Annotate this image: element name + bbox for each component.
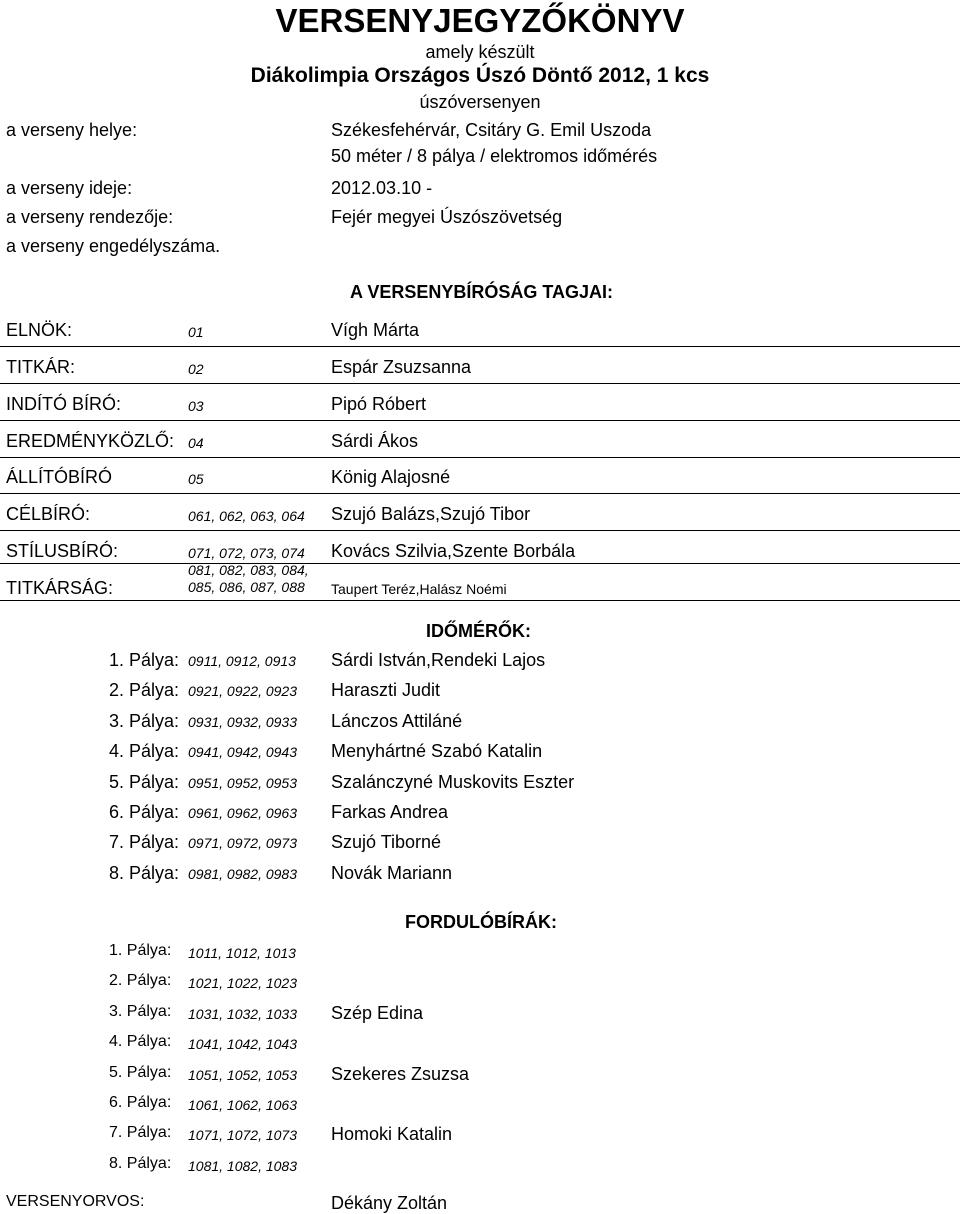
- lane-code: 1061, 1062, 1063: [188, 1097, 297, 1113]
- document-title: VERSENYJEGYZŐKÖNYV: [275, 2, 685, 39]
- lane-code: 1021, 1022, 1023: [188, 975, 297, 992]
- turn-judges-title: FORDULÓBÍRÁK:: [405, 912, 557, 932]
- jury-role: CÉLBÍRÓ:: [6, 504, 91, 524]
- date-label: a verseny ideje:: [6, 178, 133, 198]
- subtitle-made: amely készült: [425, 42, 535, 62]
- lane-label: 5. Pálya:: [109, 771, 180, 792]
- lane-code: 1081, 1082, 1083: [188, 1157, 297, 1174]
- jury-code: 071, 072, 073, 074: [188, 545, 305, 561]
- jury-title: A VERSENYBÍRÓSÁG TAGJAI:: [350, 282, 614, 302]
- lane-code: 1011, 1012, 1013: [188, 945, 296, 961]
- divider: [0, 383, 960, 384]
- pool-value: 50 méter / 8 pálya / elektromos időmérés: [331, 146, 658, 166]
- jury-role: INDÍTÓ BÍRÓ:: [6, 394, 122, 414]
- lane-code: 0931, 0932, 0933: [188, 713, 297, 730]
- lane-name: Szép Edina: [331, 1002, 424, 1023]
- lane-label: 8. Pálya:: [109, 1154, 172, 1172]
- lane-label: 2. Pálya:: [109, 680, 180, 701]
- jury-role: ÁLLÍTÓBÍRÓ: [6, 467, 113, 487]
- jury-name: Pipó Róbert: [331, 394, 427, 414]
- jury-role: EREDMÉNYKÖZLŐ:: [6, 431, 175, 451]
- jury-role: TITKÁR:: [6, 357, 76, 377]
- jury-name: Vígh Márta: [331, 320, 420, 340]
- lane-code: 0961, 0962, 0963: [188, 805, 297, 821]
- lane-code: 1041, 1042, 1043: [188, 1036, 297, 1053]
- jury-code: 081, 082, 083, 084,: [188, 562, 309, 578]
- doctor-label: VERSENYORVOS:: [6, 1193, 145, 1210]
- divider: [0, 457, 960, 458]
- jury-code: 03: [188, 398, 204, 414]
- organizer-label: a verseny rendezője:: [6, 207, 174, 227]
- jury-role: TITKÁRSÁG:: [6, 578, 114, 598]
- jury-name: König Alajosné: [331, 467, 451, 487]
- lane-label: 7. Pálya:: [109, 1124, 172, 1142]
- date-value: 2012.03.10 -: [331, 178, 433, 198]
- lane-label: 3. Pálya:: [109, 1002, 172, 1020]
- lane-name: Szekeres Zsuzsa: [331, 1063, 470, 1084]
- jury-name: Kovács Szilvia,Szente Borbála: [331, 541, 576, 561]
- place-label: a verseny helye:: [6, 120, 138, 140]
- divider: [0, 563, 960, 564]
- lane-label: 6. Pálya:: [109, 802, 180, 822]
- divider: [0, 346, 960, 347]
- lane-name: Sárdi István,Rendeki Lajos: [331, 650, 546, 670]
- lane-code: 1071, 1072, 1073: [188, 1127, 297, 1144]
- divider: [0, 493, 960, 494]
- jury-code: 061, 062, 063, 064: [188, 508, 305, 524]
- jury-role: STÍLUSBÍRÓ:: [6, 541, 119, 561]
- lane-code: 1051, 1052, 1053: [188, 1066, 297, 1083]
- jury-code: 085, 086, 087, 088: [188, 579, 305, 595]
- lane-name: Szalánczyné Muskovits Eszter: [331, 771, 575, 792]
- lane-name: Lánczos Attiláné: [331, 710, 463, 731]
- lane-name: Farkas Andrea: [331, 802, 449, 822]
- lane-code: 0981, 0982, 0983: [188, 865, 297, 882]
- lane-label: 1. Pálya:: [109, 650, 180, 670]
- lane-label: 6. Pálya:: [109, 1094, 172, 1111]
- jury-code: 01: [188, 324, 204, 340]
- lane-code: 0921, 0922, 0923: [188, 683, 297, 700]
- lane-code: 1031, 1032, 1033: [188, 1005, 297, 1022]
- lane-name: Menyhártné Szabó Katalin: [331, 741, 543, 762]
- lane-label: 2. Pálya:: [109, 972, 172, 990]
- divider: [0, 420, 960, 421]
- lane-code: 0951, 0952, 0953: [188, 774, 297, 791]
- divider: [0, 600, 960, 601]
- lane-label: 8. Pálya:: [109, 862, 180, 883]
- lane-label: 3. Pálya:: [109, 710, 180, 731]
- jury-name: Szujó Balázs,Szujó Tibor: [331, 504, 531, 524]
- subtitle-competition: úszóversenyen: [419, 92, 541, 112]
- place-value: Székesfehérvár, Csitáry G. Emil Uszoda: [331, 120, 652, 140]
- lane-code: 0941, 0942, 0943: [188, 744, 297, 761]
- doctor-name: Dékány Zoltán: [331, 1193, 448, 1213]
- lane-code: 0911, 0912, 0913: [188, 653, 296, 669]
- lane-name: Novák Mariann: [331, 862, 453, 883]
- divider: [0, 530, 960, 531]
- jury-name: Sárdi Ákos: [331, 431, 419, 451]
- lane-name: Szujó Tiborné: [331, 832, 442, 853]
- lane-label: 4. Pálya:: [109, 741, 180, 762]
- lane-name: Haraszti Judit: [331, 680, 441, 701]
- organizer-value: Fejér megyei Úszószövetség: [331, 207, 563, 227]
- lane-label: 7. Pálya:: [109, 832, 180, 853]
- timekeepers-title: IDŐMÉRŐK:: [426, 621, 531, 641]
- lane-label: 5. Pálya:: [109, 1063, 172, 1081]
- license-label: a verseny engedélyszáma.: [6, 236, 221, 256]
- jury-name: Espár Zsuzsanna: [331, 357, 472, 377]
- lane-label: 1. Pálya:: [109, 942, 172, 959]
- jury-name: Taupert Teréz,Halász Noémi: [331, 581, 507, 597]
- jury-code: 04: [188, 435, 204, 451]
- lane-code: 0971, 0972, 0973: [188, 835, 297, 852]
- event-name: Diákolimpia Országos Úszó Döntő 2012, 1 kcs: [250, 64, 710, 87]
- jury-role: ELNÖK:: [6, 320, 73, 340]
- lane-name: Homoki Katalin: [331, 1124, 453, 1145]
- jury-code: 02: [188, 361, 204, 377]
- lane-label: 4. Pálya:: [109, 1033, 172, 1051]
- jury-code: 05: [188, 471, 204, 487]
